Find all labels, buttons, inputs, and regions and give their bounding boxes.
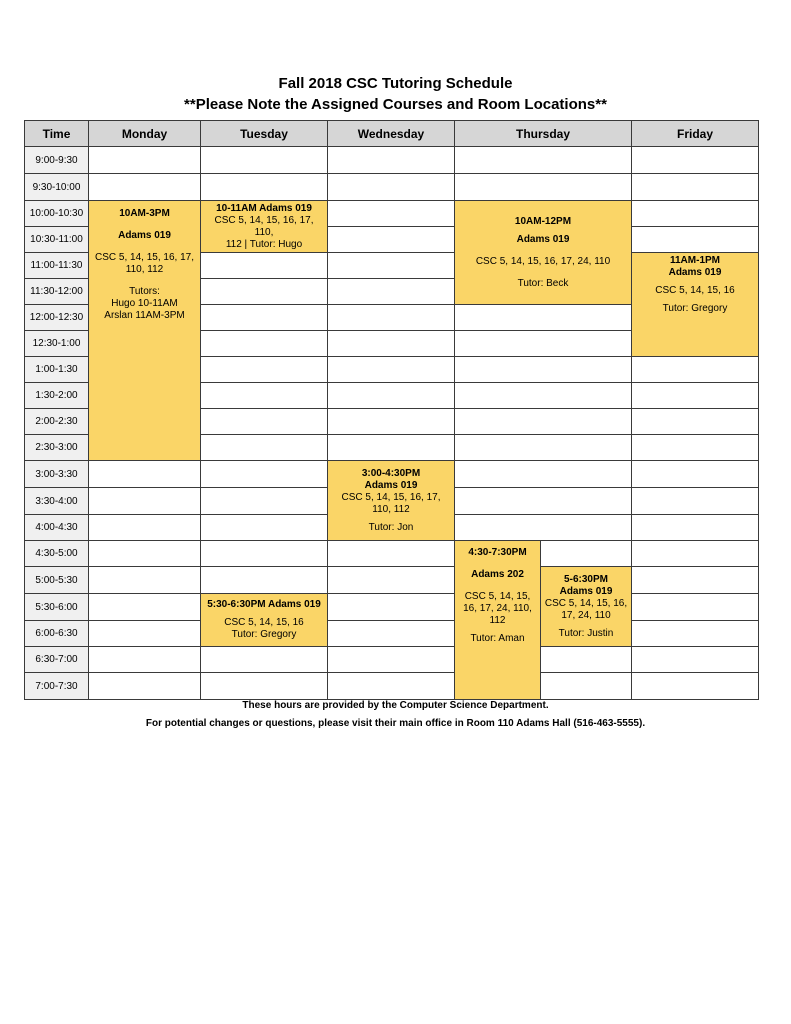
tuesday-pm-tutor: Tutor: Gregory [231, 629, 297, 640]
schedule-table [24, 120, 759, 700]
empty-cell [632, 673, 759, 700]
empty-cell [455, 461, 632, 488]
empty-cell [328, 647, 455, 673]
time-cell: 7:00-7:30 [25, 673, 89, 700]
empty-cell [201, 305, 328, 331]
empty-cell [455, 488, 632, 515]
footer-note: These hours are provided by the Computer Science Department. [242, 700, 549, 711]
empty-cell [328, 305, 455, 331]
monday-session-block [89, 201, 201, 461]
empty-cell [328, 673, 455, 700]
empty-cell [632, 541, 759, 567]
empty-cell [541, 541, 632, 567]
time-cell: 2:00-2:30 [25, 409, 89, 435]
page-title: Fall 2018 CSC Tutoring Schedule [278, 75, 513, 92]
thursday-pm2-courses: CSC 5, 14, 15, 16, 17, 24, 110 [544, 597, 628, 621]
empty-cell [328, 594, 455, 621]
empty-cell [328, 435, 455, 461]
empty-cell [328, 409, 455, 435]
header-wednesday: Wednesday [328, 121, 455, 147]
empty-cell [632, 174, 759, 201]
header-friday: Friday [632, 121, 759, 147]
empty-cell [201, 331, 328, 357]
empty-cell [632, 515, 759, 541]
empty-cell [455, 435, 632, 461]
empty-cell [455, 305, 632, 331]
tuesday-am-tutor: 112 | Tutor: Hugo [225, 238, 303, 250]
empty-cell [89, 621, 201, 647]
header-monday: Monday [89, 121, 201, 147]
footer-contact: For potential changes or questions, please visit their main office in Room 110 Adams Hall (516-463-5555). [145, 718, 646, 729]
empty-cell [632, 409, 759, 435]
empty-cell [455, 383, 632, 409]
empty-cell [632, 435, 759, 461]
tuesday-am-heading: 10-11AM Adams 019 [216, 202, 312, 214]
monday-session-courses: CSC 5, 14, 15, 16, 17, 110, 112 [95, 252, 194, 275]
empty-cell [201, 435, 328, 461]
empty-cell [89, 174, 201, 201]
wednesday-session-room: Adams 019 [364, 479, 418, 491]
friday-session-room: Adams 019 [668, 267, 722, 278]
thursday-pm-session-block-1 [455, 541, 541, 700]
wednesday-session-block [328, 461, 455, 541]
time-cell: 10:00-10:30 [25, 201, 89, 227]
tuesday-am-courses: CSC 5, 14, 15, 16, 17, 110, [214, 214, 314, 238]
header-tuesday: Tuesday [201, 121, 328, 147]
tuesday-pm-session-block [201, 594, 328, 647]
empty-cell [632, 201, 759, 227]
time-cell: 4:00-4:30 [25, 515, 89, 541]
thursday-am-session-block [455, 201, 632, 305]
empty-cell [201, 515, 328, 541]
empty-cell [328, 253, 455, 279]
empty-cell [328, 357, 455, 383]
time-cell: 6:30-7:00 [25, 647, 89, 673]
empty-cell [328, 621, 455, 647]
time-cell: 11:00-11:30 [25, 253, 89, 279]
time-cell: 12:30-1:00 [25, 331, 89, 357]
time-cell: 2:30-3:00 [25, 435, 89, 461]
empty-cell [201, 567, 328, 594]
empty-cell [541, 673, 632, 700]
empty-cell [201, 279, 328, 305]
monday-session-time: 10AM-3PM [119, 208, 170, 219]
empty-cell [632, 227, 759, 253]
empty-cell [632, 383, 759, 409]
time-cell: 3:30-4:00 [25, 488, 89, 515]
empty-cell [328, 147, 455, 174]
monday-tutor-1: Hugo 10-11AM [111, 298, 178, 309]
thursday-am-time: 10AM-12PM [514, 215, 572, 227]
thursday-pm-session-block-2 [541, 567, 632, 647]
time-cell: 5:30-6:00 [25, 594, 89, 621]
empty-cell [632, 647, 759, 673]
monday-tutor-2: Arslan 11AM-3PM [104, 310, 185, 321]
time-cell: 10:30-11:00 [25, 227, 89, 253]
wednesday-session-courses: CSC 5, 14, 15, 16, 17, 110, 112 [341, 491, 441, 515]
empty-cell [201, 488, 328, 515]
thursday-pm1-time: 4:30-7:30PM [468, 547, 527, 558]
empty-cell [632, 147, 759, 174]
time-cell: 9:00-9:30 [25, 147, 89, 174]
tuesday-pm-courses: CSC 5, 14, 15, 16 [224, 617, 304, 628]
thursday-pm2-time: 5-6:30PM [564, 573, 608, 585]
empty-cell [632, 621, 759, 647]
header-thursday: Thursday [455, 121, 632, 147]
empty-cell [89, 594, 201, 621]
empty-cell [455, 409, 632, 435]
time-cell: 3:00-3:30 [25, 461, 89, 488]
friday-session-block [632, 253, 759, 357]
time-cell: 6:00-6:30 [25, 621, 89, 647]
monday-tutors-label: Tutors: [129, 286, 160, 297]
time-cell: 4:30-5:00 [25, 541, 89, 567]
thursday-pm1-courses: CSC 5, 14, 15, 16, 17, 24, 110, 112 [463, 591, 532, 626]
wednesday-session-time: 3:00-4:30PM [361, 467, 421, 479]
empty-cell [328, 567, 455, 594]
time-cell: 1:00-1:30 [25, 357, 89, 383]
empty-cell [201, 357, 328, 383]
wednesday-session-tutor: Tutor: Jon [368, 521, 414, 533]
empty-cell [541, 647, 632, 673]
empty-cell [632, 461, 759, 488]
empty-cell [201, 541, 328, 567]
empty-cell [201, 409, 328, 435]
empty-cell [89, 488, 201, 515]
empty-cell [328, 279, 455, 305]
thursday-pm1-room: Adams 202 [471, 569, 524, 580]
time-cell: 1:30-2:00 [25, 383, 89, 409]
thursday-am-room: Adams 019 [516, 233, 570, 245]
header-time: Time [25, 121, 89, 147]
empty-cell [201, 174, 328, 201]
empty-cell [455, 331, 632, 357]
empty-cell [201, 147, 328, 174]
empty-cell [89, 567, 201, 594]
empty-cell [632, 357, 759, 383]
empty-cell [201, 383, 328, 409]
time-cell: 5:00-5:30 [25, 567, 89, 594]
empty-cell [201, 647, 328, 673]
thursday-pm2-room: Adams 019 [559, 585, 613, 597]
empty-cell [632, 567, 759, 594]
empty-cell [201, 253, 328, 279]
empty-cell [89, 647, 201, 673]
empty-cell [328, 541, 455, 567]
empty-cell [632, 488, 759, 515]
empty-cell [328, 201, 455, 227]
tuesday-pm-heading: 5:30-6:30PM Adams 019 [207, 599, 321, 610]
tuesday-am-session-block [201, 201, 328, 253]
empty-cell [455, 515, 632, 541]
empty-cell [328, 227, 455, 253]
thursday-pm1-tutor: Tutor: Aman [470, 633, 525, 644]
empty-cell [455, 174, 632, 201]
friday-session-time: 11AM-1PM [669, 255, 720, 266]
empty-cell [89, 147, 201, 174]
empty-cell [201, 673, 328, 700]
friday-session-tutor: Tutor: Gregory [662, 303, 728, 314]
empty-cell [328, 331, 455, 357]
empty-cell [89, 673, 201, 700]
time-cell: 11:30-12:00 [25, 279, 89, 305]
thursday-am-courses: CSC 5, 14, 15, 16, 17, 24, 110 [475, 255, 611, 267]
time-cell: 9:30-10:00 [25, 174, 89, 201]
empty-cell [89, 541, 201, 567]
friday-session-courses: CSC 5, 14, 15, 16 [655, 285, 735, 296]
thursday-am-tutor: Tutor: Beck [517, 277, 569, 289]
empty-cell [328, 174, 455, 201]
empty-cell [455, 147, 632, 174]
empty-cell [328, 383, 455, 409]
thursday-pm2-tutor: Tutor: Justin [558, 627, 614, 639]
time-cell: 12:00-12:30 [25, 305, 89, 331]
empty-cell [455, 357, 632, 383]
monday-session-room: Adams 019 [118, 230, 171, 241]
page-subtitle: **Please Note the Assigned Courses and Room Locations** [184, 96, 607, 113]
empty-cell [201, 461, 328, 488]
empty-cell [632, 594, 759, 621]
empty-cell [89, 515, 201, 541]
empty-cell [89, 461, 201, 488]
